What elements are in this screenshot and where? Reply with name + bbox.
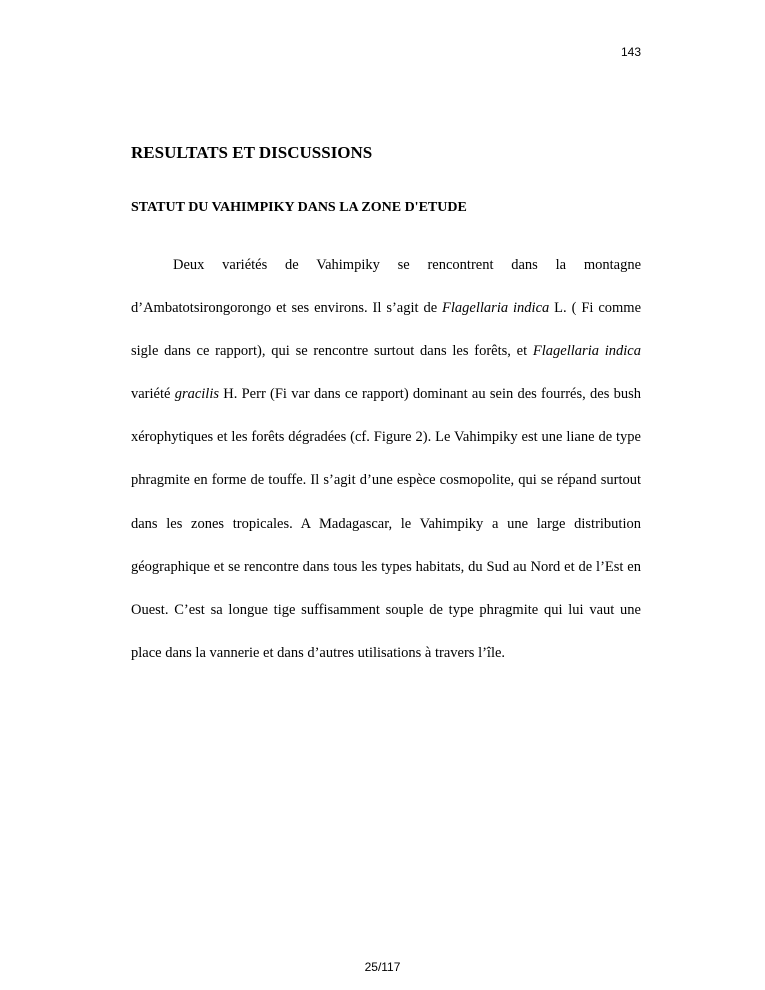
paragraph-text: L. ( Fi comme sigle dans ce rapport), qui se rencontre surtout dans les forêts, et (131, 300, 641, 360)
footer-page-indicator: 25/117 (364, 960, 401, 974)
page-number: 143 (620, 45, 641, 59)
section-title: RESULTATS ET DISCUSSIONS (131, 143, 373, 162)
variety-name: gracilis (174, 386, 220, 403)
subsection-title: STATUT DU VAHIMPIKY DANS LA ZONE D'ETUDE (131, 200, 467, 215)
species-name: Flagellaria indica (532, 343, 641, 360)
paragraph-text: variété (131, 386, 175, 403)
paragraph-text: Deux variétés de Vahimpiky se rencontrent dans la montagne d’Ambatotsirongorongo et ses environs. Il s’agit de (131, 257, 641, 317)
species-name: Flagellaria indica (442, 300, 550, 317)
paragraph-text: H. Perr (Fi var dans ce rapport) dominant au sein des fourrés, des bush xérophytiques et les forêts dégradées (cf. Figure 2). Le Vahimpiky est une liane de type phragmite en forme de touffe. Il s’agit d’une espèce cosmopolite, qui se répand surtout dans les zones tropicales. A Madagascar, le Vahimpiky a une large distribution géographique et se rencontre dans tous les types habitats, du Sud au Nord et de l’Est en Ouest. C’est sa longue tige suffisamment souple de type phragmite qui lui vaut une place dans la vannerie et dans d’autres utilisations à travers l’île. (131, 386, 641, 661)
body-paragraph (131, 244, 641, 675)
